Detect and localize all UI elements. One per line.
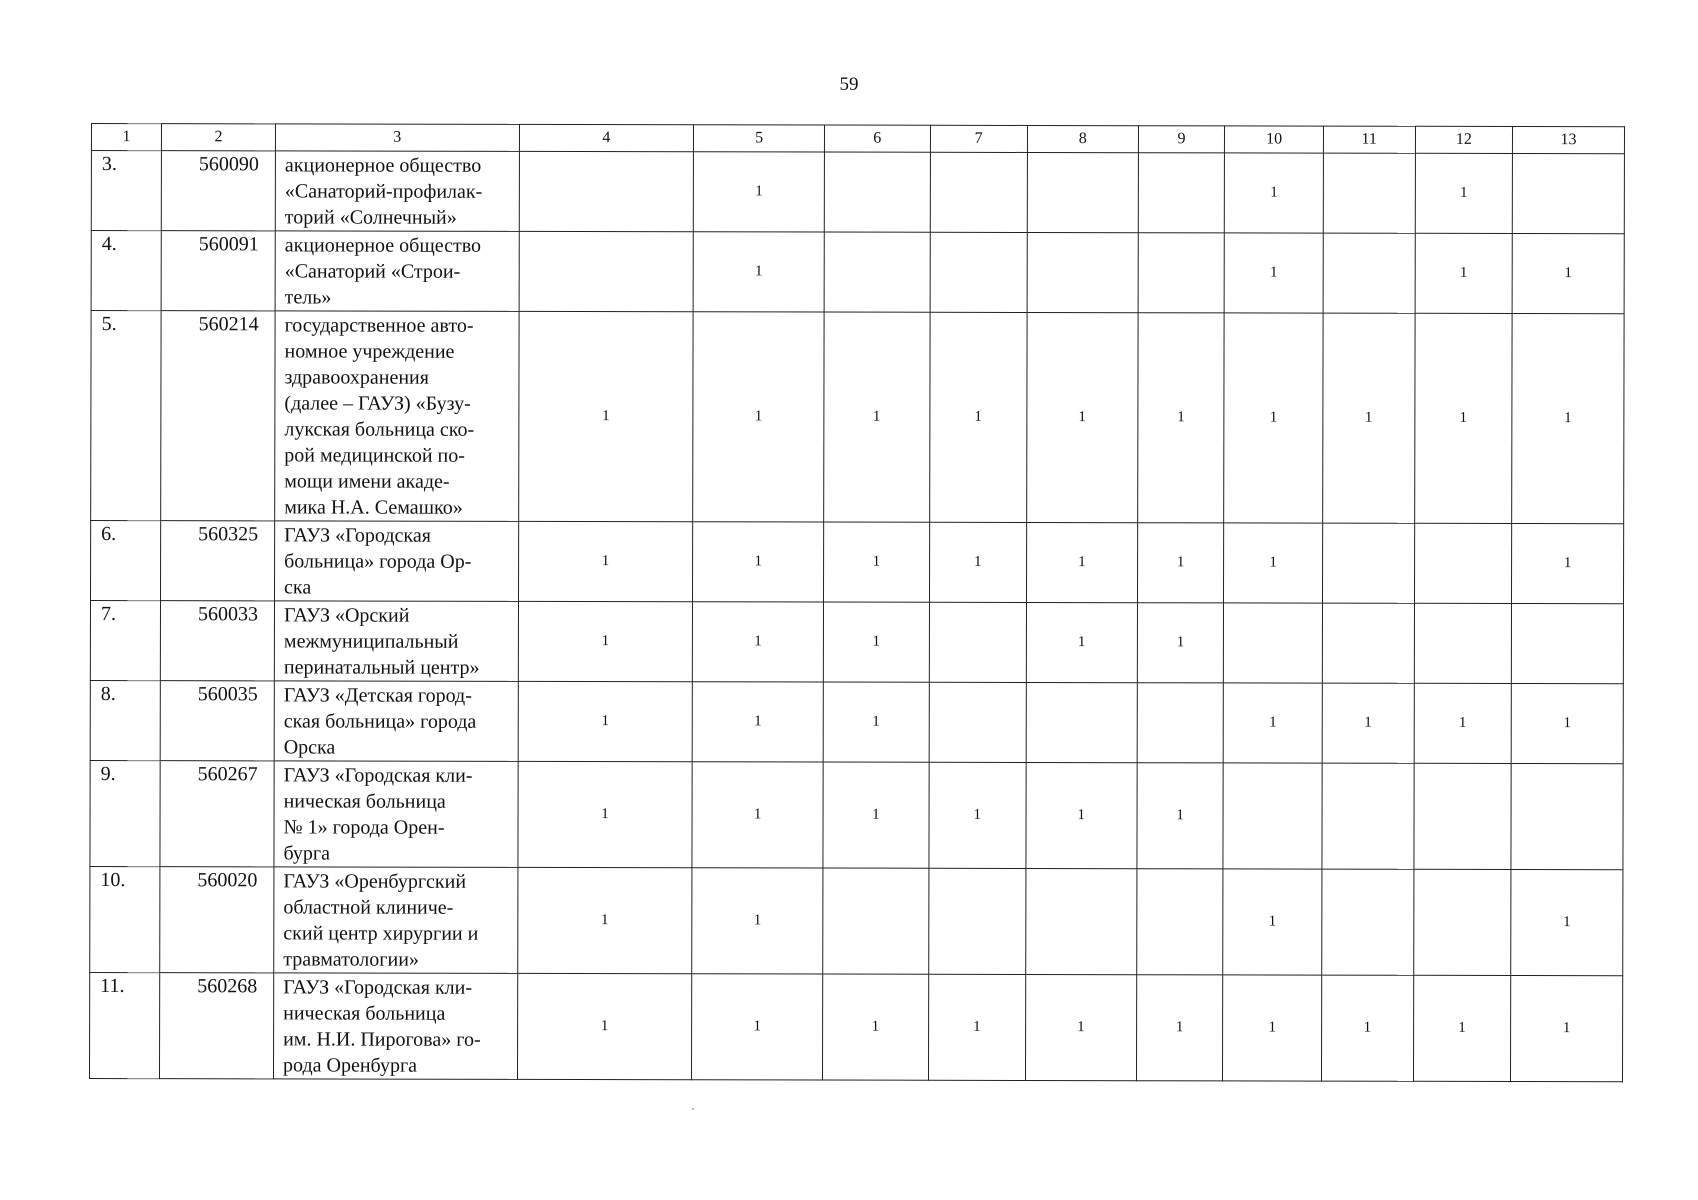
value-cell xyxy=(1137,313,1224,523)
cell-value: 1 xyxy=(753,806,762,823)
value-cell xyxy=(692,762,823,868)
organization-name xyxy=(275,311,519,522)
value-cell xyxy=(824,312,930,522)
value-cell xyxy=(1026,682,1137,762)
value-cell xyxy=(1322,683,1414,763)
value-cell xyxy=(823,602,929,682)
value-cell xyxy=(822,974,928,1080)
cell-value: 1 xyxy=(754,713,762,730)
value-cell xyxy=(1026,868,1137,974)
value-cell xyxy=(518,311,693,521)
value-cell xyxy=(1511,763,1623,869)
cell-value: 1 xyxy=(1176,634,1185,651)
organization-name-line: мощи имени акаде- xyxy=(284,470,450,493)
cell-value: 1 xyxy=(1458,1019,1466,1036)
organization-name-line: рой медицинской по- xyxy=(284,444,465,467)
value-cell xyxy=(1322,603,1414,683)
value-cell xyxy=(517,867,692,973)
cell-value: 1 xyxy=(753,912,762,929)
table-row xyxy=(91,151,1624,234)
cell-value: 1 xyxy=(974,553,982,570)
cell-value: 1 xyxy=(1077,807,1086,824)
value-cell xyxy=(1414,603,1511,683)
organization-name-line: № 1» города Орен- xyxy=(283,816,445,839)
organization-name-line: ГАУЗ «Детская город- xyxy=(283,684,472,707)
organization-name-line: мика Н.А. Семашко» xyxy=(284,496,463,519)
value-cell xyxy=(1223,869,1322,975)
organization-name-line: тель» xyxy=(284,286,332,309)
organization-name xyxy=(275,151,519,232)
value-cell xyxy=(693,602,824,682)
value-cell xyxy=(519,151,694,231)
value-cell xyxy=(1511,869,1623,975)
cell-value: 1 xyxy=(1077,1019,1085,1036)
cell-value: 1 xyxy=(1175,1019,1184,1036)
table-body xyxy=(89,151,1624,1082)
cell-value: 1 xyxy=(1268,913,1277,930)
column-header: 7 xyxy=(930,125,1027,152)
cell-value: 1 xyxy=(755,183,763,200)
cell-value: 1 xyxy=(1459,264,1468,281)
organization-code: 560091 xyxy=(161,231,275,311)
value-cell xyxy=(930,152,1027,232)
organization-name-line: торий «Солнечный» xyxy=(284,206,457,229)
organization-name xyxy=(274,973,518,1080)
value-cell xyxy=(1511,683,1623,763)
cell-value: 1 xyxy=(601,912,609,929)
organization-name-line: ГАУЗ «Городская xyxy=(284,524,431,547)
row-number: 5. xyxy=(91,311,161,521)
organization-code: 560090 xyxy=(161,151,275,231)
cell-value: 1 xyxy=(1269,554,1277,571)
column-header: 11 xyxy=(1323,126,1415,153)
cell-value: 1 xyxy=(601,553,610,570)
row-number: 8. xyxy=(90,680,160,760)
table-row xyxy=(90,760,1623,869)
value-cell xyxy=(1224,683,1322,763)
organization-code: 560325 xyxy=(161,521,275,601)
value-cell xyxy=(694,152,825,232)
table-row xyxy=(91,311,1624,524)
table-row xyxy=(90,601,1623,684)
cell-value: 1 xyxy=(1563,914,1571,931)
value-cell xyxy=(929,682,1026,762)
cell-value: 1 xyxy=(1077,634,1086,651)
value-cell xyxy=(1511,603,1623,683)
column-header: 6 xyxy=(824,125,930,152)
organization-code: 560033 xyxy=(160,601,274,681)
organization-name-line: ская больница» города xyxy=(283,710,477,733)
value-cell xyxy=(1225,153,1323,233)
organization-name xyxy=(274,601,518,682)
organization-name-line: Орска xyxy=(283,736,336,759)
row-number: 10. xyxy=(90,866,160,972)
value-cell xyxy=(518,521,693,601)
value-cell xyxy=(518,601,693,681)
value-cell xyxy=(1224,603,1322,683)
value-cell xyxy=(928,868,1025,974)
column-header: 3 xyxy=(275,124,519,152)
value-cell xyxy=(692,868,823,974)
organization-code: 560020 xyxy=(160,867,274,973)
value-cell xyxy=(1321,975,1413,1081)
value-cell xyxy=(1414,313,1512,523)
value-cell xyxy=(1138,153,1225,233)
value-cell xyxy=(517,973,692,1079)
scan-speck xyxy=(692,1108,694,1110)
value-cell xyxy=(1026,522,1137,602)
table-row xyxy=(89,972,1622,1081)
organization-name-line: государственное авто- xyxy=(284,314,474,337)
organization-name-line: ническая больница xyxy=(283,1002,446,1025)
value-cell xyxy=(1137,683,1224,763)
value-cell xyxy=(1136,869,1223,975)
organization-name-line: лукская больница ско- xyxy=(284,418,475,441)
value-cell xyxy=(1026,602,1137,682)
cell-value: 1 xyxy=(755,263,763,280)
cell-value: 1 xyxy=(973,1018,981,1035)
cell-value: 1 xyxy=(1564,265,1572,282)
cell-value: 1 xyxy=(1269,714,1277,731)
table-row xyxy=(90,866,1623,975)
value-cell xyxy=(692,682,823,762)
value-cell xyxy=(1137,523,1224,603)
organization-name-line: (далее – ГАУЗ) «Бузу- xyxy=(284,392,471,415)
organization-name-line: перинатальный центр» xyxy=(283,656,480,679)
table-header xyxy=(91,124,1624,154)
organization-code: 560035 xyxy=(160,681,274,761)
organization-name xyxy=(275,521,519,602)
cell-value: 1 xyxy=(1563,555,1572,572)
value-cell xyxy=(1321,869,1413,975)
column-header: 2 xyxy=(161,124,275,151)
organization-name xyxy=(274,681,518,762)
organization-name-line: номное учреждение xyxy=(284,340,455,363)
value-cell xyxy=(519,231,694,311)
value-cell xyxy=(929,312,1027,522)
column-header: 12 xyxy=(1415,126,1512,153)
organization-name-line: «Санаторий «Строи- xyxy=(284,260,461,283)
value-cell xyxy=(1322,523,1414,603)
cell-value: 1 xyxy=(600,1018,609,1035)
cell-value: 1 xyxy=(1176,554,1185,571)
cell-value: 1 xyxy=(601,633,610,650)
value-cell xyxy=(1512,313,1624,523)
value-cell xyxy=(1223,763,1322,869)
row-number: 3. xyxy=(91,151,161,231)
organization-name-line: «Санаторий-профилак- xyxy=(284,180,483,203)
organization-name xyxy=(274,761,518,868)
column-header: 9 xyxy=(1138,126,1225,153)
cell-value: 1 xyxy=(872,408,881,425)
value-cell xyxy=(693,312,824,522)
organization-name-line: травматологии» xyxy=(283,948,419,971)
organization-name-line: ский центр хирургии и xyxy=(283,922,479,945)
cell-value: 1 xyxy=(872,553,881,570)
value-cell xyxy=(824,232,930,312)
value-cell xyxy=(1512,233,1624,313)
table-row xyxy=(90,680,1623,763)
organization-name xyxy=(275,231,519,312)
value-cell xyxy=(1414,683,1511,763)
cell-value: 1 xyxy=(973,806,982,823)
cell-value: 1 xyxy=(602,408,610,425)
column-header: 4 xyxy=(519,124,694,151)
column-header: 10 xyxy=(1225,126,1323,153)
row-number: 4. xyxy=(91,231,161,311)
value-cell xyxy=(1027,152,1138,232)
value-cell xyxy=(1414,523,1511,603)
value-cell xyxy=(693,232,824,312)
value-cell xyxy=(693,522,824,602)
cell-value: 1 xyxy=(1563,715,1572,732)
organization-name-line: ска xyxy=(284,576,312,599)
data-table xyxy=(89,123,1625,1082)
value-cell xyxy=(928,974,1025,1080)
cell-value: 1 xyxy=(871,1018,880,1035)
column-header: 13 xyxy=(1512,126,1624,153)
cell-value: 1 xyxy=(1459,184,1468,201)
value-cell xyxy=(823,868,929,974)
cell-value: 1 xyxy=(1564,410,1572,427)
cell-value: 1 xyxy=(601,713,609,730)
cell-value: 1 xyxy=(872,806,880,823)
value-cell xyxy=(1512,523,1624,603)
organization-name-line: здравоохранения xyxy=(284,366,429,389)
value-cell xyxy=(929,602,1026,682)
cell-value: 1 xyxy=(1078,554,1086,571)
value-cell xyxy=(1415,233,1512,313)
cell-value: 1 xyxy=(753,1018,762,1035)
organization-name-line: ГАУЗ «Городская кли- xyxy=(283,764,473,787)
value-cell xyxy=(823,522,929,602)
column-header: 8 xyxy=(1027,125,1138,152)
column-header: 1 xyxy=(91,124,161,151)
organization-name xyxy=(274,867,518,974)
organization-name-line: ГАУЗ «Орский xyxy=(283,604,410,627)
value-cell xyxy=(824,152,930,232)
column-header: 5 xyxy=(694,125,825,152)
value-cell xyxy=(1415,153,1512,233)
value-cell xyxy=(1137,603,1224,683)
cell-value: 1 xyxy=(1177,409,1185,426)
cell-value: 1 xyxy=(1364,714,1372,731)
value-cell xyxy=(1414,763,1511,869)
value-cell xyxy=(1512,153,1624,233)
table-row xyxy=(91,231,1624,314)
organization-name-line: межмуниципальный xyxy=(283,630,459,653)
value-cell xyxy=(518,681,693,761)
value-cell xyxy=(1025,974,1136,1080)
page-number: 59 xyxy=(839,74,859,95)
organization-code: 560214 xyxy=(161,311,275,521)
value-cell xyxy=(1413,869,1510,975)
cell-value: 1 xyxy=(1176,807,1184,824)
value-cell xyxy=(1223,975,1322,1081)
value-cell xyxy=(1322,313,1414,523)
value-cell xyxy=(1136,975,1223,1081)
cell-value: 1 xyxy=(1562,1020,1571,1037)
value-cell xyxy=(1224,313,1323,523)
row-number: 11. xyxy=(89,972,159,1078)
value-cell xyxy=(1026,762,1137,868)
organization-name-line: ГАУЗ «Оренбургский xyxy=(283,870,467,893)
value-cell xyxy=(1224,523,1322,603)
value-cell xyxy=(1323,153,1415,233)
value-cell xyxy=(929,522,1026,602)
organization-name-line: акционерное общество xyxy=(284,234,482,257)
cell-value: 1 xyxy=(1078,409,1086,426)
organization-name-line: больница» города Ор- xyxy=(284,550,472,573)
organization-name-line: рода Оренбурга xyxy=(283,1054,418,1077)
cell-value: 1 xyxy=(872,633,880,650)
value-cell xyxy=(930,232,1027,312)
organization-code: 560267 xyxy=(160,761,274,867)
cell-value: 1 xyxy=(1458,714,1467,731)
cell-value: 1 xyxy=(1268,1019,1276,1036)
cell-value: 1 xyxy=(1270,184,1278,201)
value-cell xyxy=(823,682,929,762)
header-row xyxy=(91,124,1624,154)
organization-name-line: бурга xyxy=(283,842,331,865)
value-cell xyxy=(1027,312,1138,522)
value-cell xyxy=(1323,233,1415,313)
value-cell xyxy=(823,762,929,868)
row-number: 7. xyxy=(90,601,160,681)
cell-value: 1 xyxy=(1363,1019,1372,1036)
value-cell xyxy=(1322,763,1414,869)
row-number: 9. xyxy=(90,760,160,866)
cell-value: 1 xyxy=(754,633,762,650)
cell-value: 1 xyxy=(754,553,762,570)
cell-value: 1 xyxy=(1364,409,1373,426)
cell-value: 1 xyxy=(1459,409,1468,426)
value-cell xyxy=(1137,763,1224,869)
organization-name-line: им. Н.И. Пирогова» го- xyxy=(283,1028,481,1051)
cell-value: 1 xyxy=(1270,264,1278,281)
cell-value: 1 xyxy=(601,806,609,823)
table-row xyxy=(90,521,1623,604)
cell-value: 1 xyxy=(872,713,880,730)
value-cell xyxy=(1138,233,1225,313)
value-cell xyxy=(1027,232,1138,312)
cell-value: 1 xyxy=(754,408,763,425)
organization-name-line: акционерное общество xyxy=(284,154,482,177)
row-number: 6. xyxy=(90,521,160,601)
value-cell xyxy=(929,762,1026,868)
organization-code: 560268 xyxy=(160,973,274,1079)
value-cell xyxy=(692,974,823,1080)
value-cell xyxy=(1225,233,1323,313)
organization-name-line: ническая больница xyxy=(283,790,446,813)
value-cell xyxy=(518,761,693,867)
organization-name-line: ГАУЗ «Городская кли- xyxy=(283,976,473,999)
cell-value: 1 xyxy=(1269,409,1278,426)
organization-name-line: областной клиниче- xyxy=(283,896,454,919)
cell-value: 1 xyxy=(974,408,982,425)
value-cell xyxy=(1413,975,1510,1081)
value-cell xyxy=(1511,975,1623,1081)
